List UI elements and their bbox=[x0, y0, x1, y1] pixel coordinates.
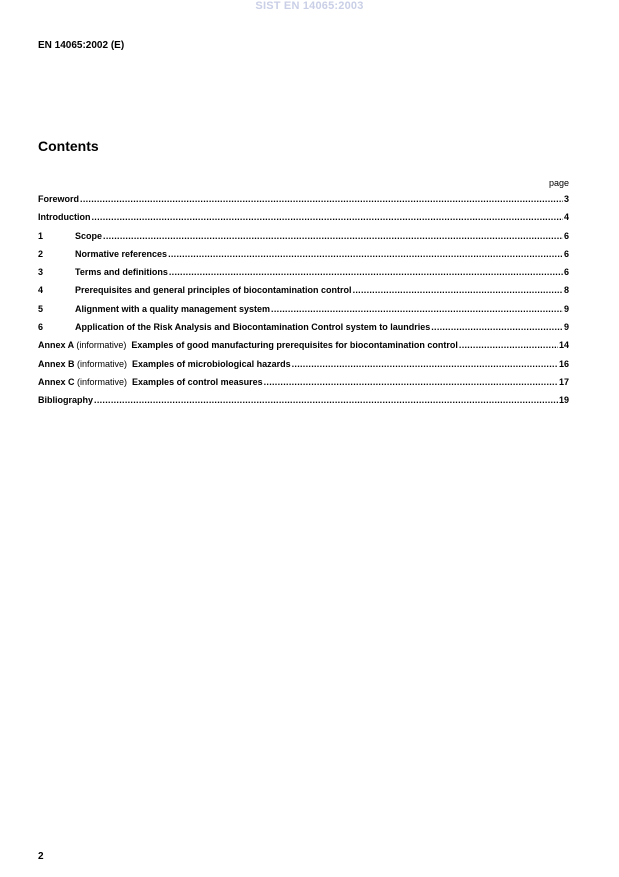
toc-entry-page: 16 bbox=[558, 358, 569, 369]
toc-entry-title: Normative references bbox=[75, 248, 168, 259]
contents-heading: Contents bbox=[38, 138, 99, 154]
toc-entry-number: 1 bbox=[38, 230, 44, 241]
toc-entry-page: 3 bbox=[563, 194, 569, 204]
toc-entry[interactable] bbox=[38, 267, 569, 285]
toc-entry[interactable] bbox=[38, 249, 569, 267]
toc-entry-page: 14 bbox=[558, 340, 569, 351]
toc-entry-page: 19 bbox=[558, 395, 569, 406]
dot-leader bbox=[92, 212, 563, 222]
dot-leader bbox=[264, 377, 558, 387]
toc-entry-page: 4 bbox=[563, 212, 569, 223]
toc-entry-page: 9 bbox=[563, 322, 569, 333]
toc-entry[interactable] bbox=[38, 395, 569, 413]
toc-entry[interactable] bbox=[38, 340, 569, 358]
dot-leader bbox=[103, 231, 563, 241]
table-of-contents bbox=[38, 194, 569, 414]
toc-entry-page: 6 bbox=[563, 267, 569, 278]
dot-leader bbox=[292, 359, 558, 369]
toc-entry[interactable] bbox=[38, 194, 569, 212]
toc-entry-page: 17 bbox=[558, 376, 569, 387]
annex-id: Annex C bbox=[38, 376, 75, 387]
toc-entry-title: Examples of microbiological hazards bbox=[132, 358, 291, 369]
page-number: 2 bbox=[38, 851, 44, 862]
toc-entry-number: 6 bbox=[38, 322, 44, 333]
dot-leader bbox=[168, 249, 563, 259]
toc-entry-title: Foreword bbox=[38, 194, 80, 204]
dot-leader bbox=[80, 194, 563, 204]
toc-entry-title: Application of the Risk Analysis and Biocontamination Control system to laundries bbox=[75, 322, 431, 333]
toc-entry[interactable] bbox=[38, 377, 569, 395]
toc-entry-title: Examples of good manufacturing prerequisites for biocontamination control bbox=[131, 340, 458, 351]
toc-entry-annex-label bbox=[38, 359, 127, 369]
toc-entry-title: Scope bbox=[75, 230, 103, 241]
toc-entry-title: Alignment with a quality management system bbox=[75, 303, 271, 314]
annex-informative-tag: (informative) bbox=[77, 358, 128, 369]
dot-leader bbox=[94, 395, 558, 405]
toc-entry-number: 2 bbox=[38, 248, 44, 259]
toc-entry-annex-label bbox=[38, 340, 126, 350]
dot-leader bbox=[431, 322, 563, 332]
toc-entry-page: 6 bbox=[563, 230, 569, 241]
dot-leader bbox=[271, 304, 563, 314]
toc-entry-page: 8 bbox=[563, 285, 569, 296]
dot-leader bbox=[169, 267, 563, 277]
toc-entry[interactable] bbox=[38, 285, 569, 303]
page-column-label: page bbox=[548, 178, 569, 188]
toc-entry-number: 3 bbox=[38, 267, 44, 278]
watermark: SIST EN 14065:2003 bbox=[255, 0, 364, 12]
toc-entry[interactable] bbox=[38, 231, 569, 249]
toc-entry-number: 4 bbox=[38, 285, 44, 296]
toc-entry-title: Prerequisites and general principles of biocontamination control bbox=[75, 285, 352, 296]
toc-entry[interactable] bbox=[38, 322, 569, 340]
toc-entry[interactable] bbox=[38, 304, 569, 322]
annex-informative-tag: (informative) bbox=[77, 376, 128, 387]
toc-entry[interactable] bbox=[38, 359, 569, 377]
toc-entry-page: 6 bbox=[563, 248, 569, 259]
dot-leader bbox=[353, 285, 563, 295]
toc-entry-annex-label bbox=[38, 377, 127, 387]
toc-entry[interactable] bbox=[38, 212, 569, 230]
toc-entry-page: 9 bbox=[563, 303, 569, 314]
toc-entry-title: Examples of control measures bbox=[132, 376, 263, 387]
toc-entry-title: Introduction bbox=[38, 212, 91, 223]
annex-informative-tag: (informative) bbox=[76, 340, 127, 351]
annex-id: Annex B bbox=[38, 358, 75, 369]
dot-leader bbox=[459, 340, 558, 350]
document-identifier: EN 14065:2002 (E) bbox=[38, 40, 125, 51]
toc-entry-title: Terms and definitions bbox=[75, 267, 168, 278]
toc-entry-number: 5 bbox=[38, 303, 44, 314]
toc-entry-title: Bibliography bbox=[38, 395, 94, 406]
annex-id: Annex A bbox=[38, 340, 74, 351]
